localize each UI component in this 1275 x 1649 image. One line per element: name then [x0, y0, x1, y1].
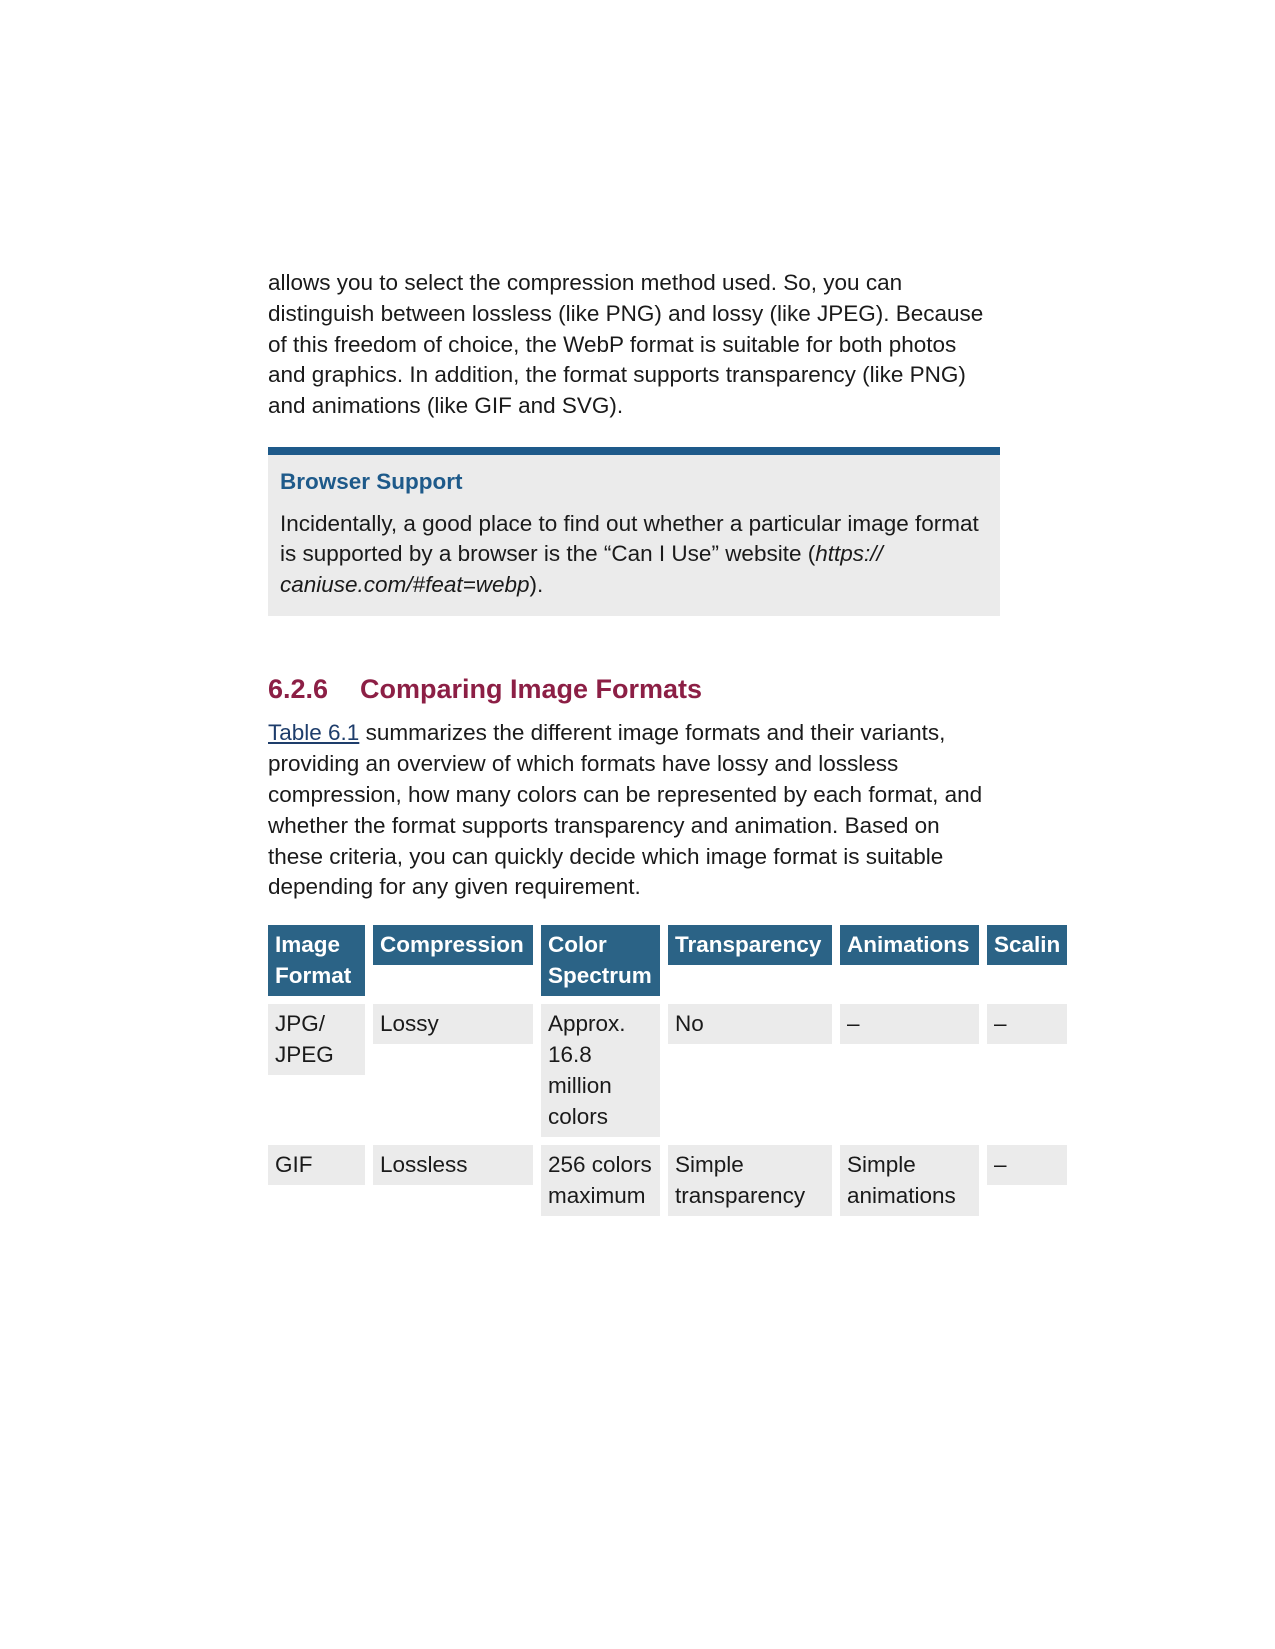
cell-transparency: Simple transparency: [668, 1145, 832, 1216]
section-title: Comparing Image Formats: [360, 674, 703, 705]
header-compression: Compression: [373, 925, 533, 996]
cell-animations: –: [840, 1004, 979, 1137]
cell-scaling: –: [987, 1004, 1067, 1137]
cell-compression: Lossy: [373, 1004, 533, 1137]
intro-paragraph: allows you to select the compression method used. So, you can distinguish between lossless (like PNG) and lossy (like JPEG). Because of this freedom of choice, the WebP format is suitable for both photos and graphics. In addition, the format supports transparency (like PNG) and animations (like GIF and SVG).: [268, 270, 984, 419]
header-transparency: Transparency: [668, 925, 832, 996]
note-body-end: ).: [529, 571, 544, 597]
header-animations: Animations: [840, 925, 979, 996]
image-formats-table: [268, 925, 1275, 1224]
cell-transparency: No: [668, 1004, 832, 1137]
header-scaling: Scalin: [987, 925, 1067, 996]
page-content: [268, 268, 1000, 903]
cell-color-spectrum: Approx. 16.8 million colors: [541, 1004, 660, 1137]
header-image-format: Image Format: [268, 925, 365, 996]
caniuse-url[interactable]: https:// caniuse.com/#feat=webp: [280, 541, 883, 597]
summary-text: summarizes the different image formats and their variants, providing an overview of which formats have lossy and lossless compression, how many colors can be represented by each format, and whether the format supports transparency and animation. Based on these criteria, you can quickly decide which image format is suitable depending for any given requirement.: [268, 720, 983, 900]
section-number: 6.2.6: [268, 674, 329, 705]
header-color-spectrum: Color Spectrum: [541, 925, 660, 996]
cell-scaling: –: [987, 1145, 1067, 1216]
cell-compression: Lossless: [373, 1145, 533, 1216]
table-row: [268, 1145, 1067, 1216]
note-body: [280, 509, 988, 601]
table-reference-link[interactable]: Table 6.1: [268, 720, 360, 746]
browser-support-note: [268, 447, 1000, 617]
note-body-text: Incidentally, a good place to find out whether a particular image format is supported by a browser is the “Can I Use” website (: [280, 510, 979, 567]
cell-color-spectrum: 256 colors maximum: [541, 1145, 660, 1216]
table-header-row: [268, 925, 1067, 996]
cell-format: JPG/ JPEG: [268, 1004, 365, 1137]
table-row: [268, 1004, 1067, 1137]
summary-paragraph: [268, 718, 1000, 903]
section-heading: [268, 672, 1000, 706]
cell-format: GIF: [268, 1145, 365, 1216]
note-title: Browser Support: [280, 468, 463, 494]
cell-animations: Simple animations: [840, 1145, 979, 1216]
